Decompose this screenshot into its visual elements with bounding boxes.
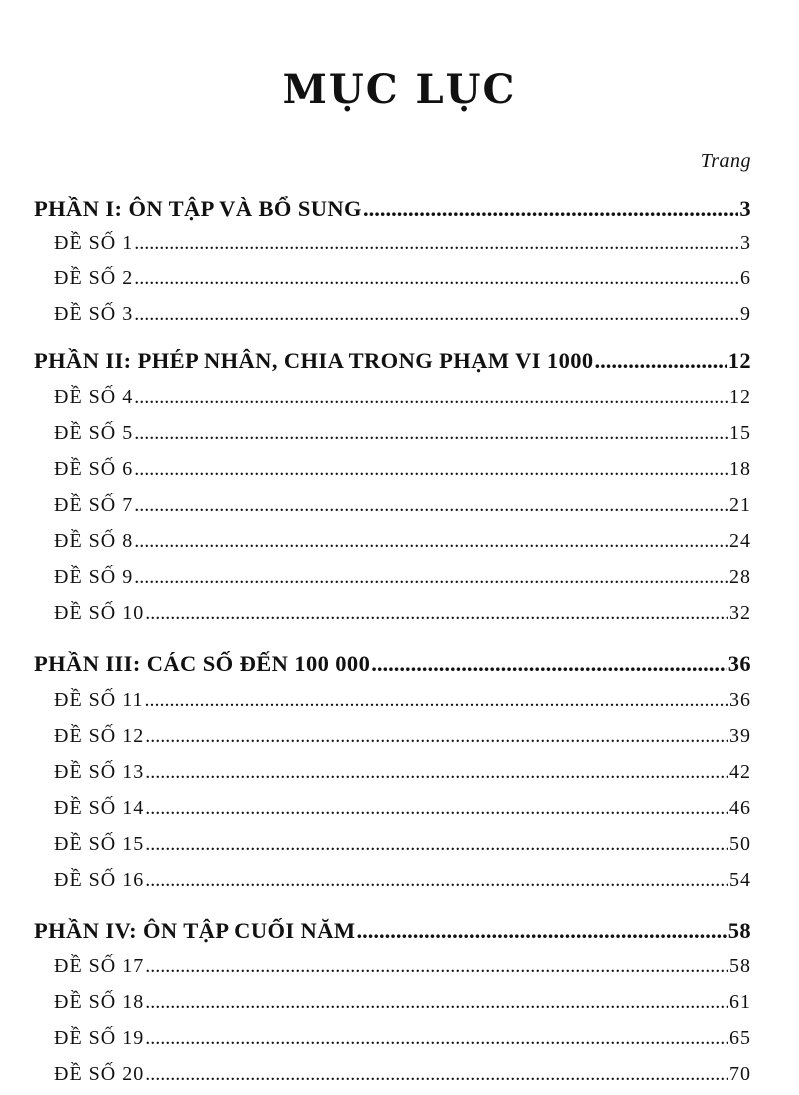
entry-label: ĐỀ SỐ 1 (54, 232, 134, 254)
section-page-number: 36 (727, 651, 751, 676)
toc-entry[interactable] (34, 689, 751, 712)
toc-entry[interactable] (34, 566, 751, 589)
entry-label: ĐỀ SỐ 3 (54, 303, 134, 325)
table-of-contents (34, 0, 751, 1095)
toc-entry[interactable] (34, 422, 751, 445)
section-label: PHẦN II: PHÉP NHÂN, CHIA TRONG PHẠM VI 1000 (34, 348, 594, 373)
entry-page-number: 39 (729, 725, 751, 747)
dot-leader (371, 651, 726, 677)
dot-leader (145, 1063, 728, 1086)
entry-page-number: 61 (729, 991, 751, 1013)
dot-leader (134, 422, 728, 445)
entry-label: ĐỀ SỐ 14 (54, 797, 145, 819)
entry-page-number: 21 (729, 494, 751, 516)
entry-label: ĐỀ SỐ 13 (54, 761, 145, 783)
entry-label: ĐỀ SỐ 2 (54, 267, 134, 289)
entry-label: ĐỀ SỐ 16 (54, 869, 145, 891)
toc-entry[interactable] (34, 869, 751, 892)
toc-entry[interactable] (34, 458, 751, 481)
page-title: MỤC LỤC (282, 66, 517, 113)
entry-page-number: 54 (729, 869, 751, 891)
dot-leader (145, 1027, 728, 1050)
entry-label: ĐỀ SỐ 18 (54, 991, 145, 1013)
dot-leader (144, 689, 728, 712)
entry-page-number: 6 (740, 267, 751, 289)
entry-page-number: 50 (729, 833, 751, 855)
toc-entry[interactable] (34, 1027, 751, 1050)
dot-leader (134, 494, 728, 517)
entry-page-number: 42 (729, 761, 751, 783)
dot-leader (145, 797, 728, 820)
toc-section-2[interactable] (34, 348, 751, 374)
entry-page-number: 12 (729, 386, 751, 408)
section-page-number: 58 (727, 918, 751, 943)
toc-section-3[interactable] (34, 651, 751, 677)
dot-leader (134, 232, 739, 255)
dot-leader (145, 991, 728, 1014)
toc-entry[interactable] (34, 267, 751, 290)
entry-label: ĐỀ SỐ 17 (54, 955, 145, 977)
entry-label: ĐỀ SỐ 12 (54, 725, 145, 747)
entry-page-number: 24 (729, 530, 751, 552)
entry-label: ĐỀ SỐ 5 (54, 422, 134, 444)
entry-page-number: 36 (729, 689, 751, 711)
toc-entry[interactable] (34, 955, 751, 978)
toc-entry[interactable] (34, 833, 751, 856)
entry-label: ĐỀ SỐ 19 (54, 1027, 145, 1049)
toc-entry[interactable] (34, 1063, 751, 1086)
entry-label: ĐỀ SỐ 7 (54, 494, 134, 516)
toc-entry[interactable] (34, 530, 751, 553)
entry-label: ĐỀ SỐ 4 (54, 386, 134, 408)
dot-leader (134, 386, 728, 409)
section-label: PHẦN I: ÔN TẬP VÀ BỔ SUNG (34, 196, 362, 221)
toc-entry[interactable] (34, 386, 751, 409)
page-column-label: Trang (700, 150, 751, 172)
dot-leader (134, 566, 728, 589)
toc-entry[interactable] (34, 303, 751, 326)
entry-label: ĐỀ SỐ 10 (54, 602, 145, 624)
entry-label: ĐỀ SỐ 8 (54, 530, 134, 552)
section-page-number: 12 (727, 348, 751, 373)
section-label: PHẦN III: CÁC SỐ ĐẾN 100 000 (34, 651, 371, 676)
toc-section-1[interactable] (34, 196, 751, 222)
dot-leader (145, 869, 728, 892)
entry-page-number: 58 (729, 955, 751, 977)
toc-entry[interactable] (34, 991, 751, 1014)
toc-entry[interactable] (34, 761, 751, 784)
dot-leader (145, 725, 728, 748)
dot-leader (134, 530, 728, 553)
dot-leader (145, 761, 728, 784)
dot-leader (363, 196, 738, 222)
entry-page-number: 70 (729, 1063, 751, 1085)
dot-leader (145, 833, 728, 856)
entry-page-number: 65 (729, 1027, 751, 1049)
toc-entry[interactable] (34, 725, 751, 748)
entry-page-number: 9 (740, 303, 751, 325)
dot-leader (134, 303, 739, 326)
toc-section-4[interactable] (34, 918, 751, 944)
entry-label: ĐỀ SỐ 20 (54, 1063, 145, 1085)
dot-leader (145, 602, 728, 625)
dot-leader (134, 267, 739, 290)
entry-page-number: 18 (729, 458, 751, 480)
toc-entry[interactable] (34, 232, 751, 255)
toc-entry[interactable] (34, 602, 751, 625)
toc-entry[interactable] (34, 494, 751, 517)
entry-label: ĐỀ SỐ 9 (54, 566, 134, 588)
entry-page-number: 3 (740, 232, 751, 254)
entry-page-number: 28 (729, 566, 751, 588)
dot-leader (357, 918, 727, 944)
dot-leader (595, 348, 727, 374)
section-label: PHẦN IV: ÔN TẬP CUỐI NĂM (34, 918, 356, 943)
entry-label: ĐỀ SỐ 6 (54, 458, 134, 480)
section-page-number: 3 (739, 196, 751, 221)
entry-page-number: 32 (729, 602, 751, 624)
entry-label: ĐỀ SỐ 11 (54, 689, 144, 711)
toc-entry[interactable] (34, 797, 751, 820)
entry-page-number: 15 (729, 422, 751, 444)
entry-page-number: 46 (729, 797, 751, 819)
dot-leader (145, 955, 728, 978)
entry-label: ĐỀ SỐ 15 (54, 833, 145, 855)
dot-leader (134, 458, 728, 481)
